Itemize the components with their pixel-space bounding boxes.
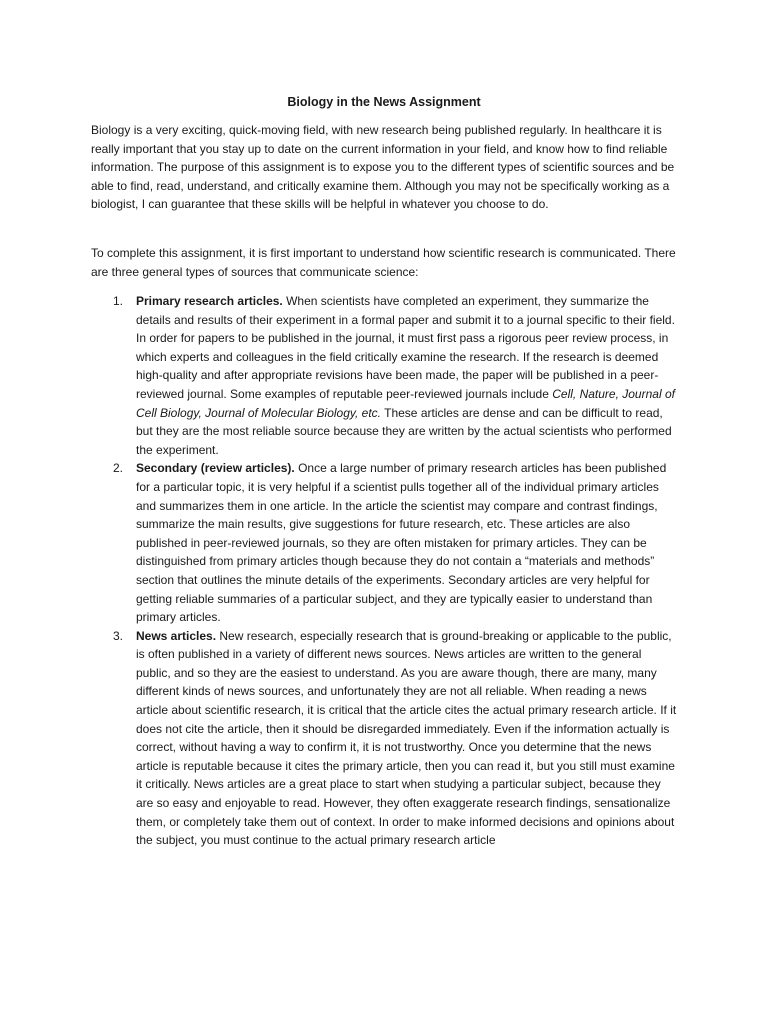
item-text: New research, especially research that is ground-breaking or applicable to the public, is often published in a variety of different news sources. News articles are written to the general public, and so they are the easiest to understand. As you are aware though, there are many, many different kinds of news sources, and unfortunately they are not all reliable. When reading a news article about scientific research, it is critical that the article cites the actual primary research article. If it does not cite the article, then it should be disregarded immediately. Even if the information actually is correct, without having a way to confirm it, it is not trustworthy. Once you determine that the news article is reputable because it cites the primary article, then you can read it, but you still must examine it critically. News articles are a great place to start when studying a particular subject, because they are so easy and enjoyable to read. However, they often exaggerate research findings, sensationalize them, or completely take them out of context. In order to make informed decisions and opinions about the subject, you must continue to the actual primary research article [136, 628, 677, 848]
item-heading: Secondary (review articles). [136, 461, 295, 476]
item-text: When scientists have completed an experiment, they summarize the details and results of their experiment in a formal paper and submit it to a journal specific to their field. In order for papers to be published in the journal, it must first pass a rigorous peer review process, in which experts and colleagues in the field critically examine the research. If the research is deemed high-quality and after appropriate revisions have been made, the paper will be published in a peer-reviewed journal. Some examples of reputable peer-reviewed journals include [136, 294, 675, 401]
list-item-news [91, 627, 677, 850]
item-heading: Primary research articles. [136, 294, 283, 308]
journal-examples: Cell, Nature, Journal of Cell Biology, Journal of Molecular Biology, etc. [136, 386, 675, 420]
source-types-list [91, 292, 677, 850]
list-item-primary [91, 292, 677, 459]
item-heading: News articles. [136, 628, 217, 643]
document-title: Biology in the News Assignment [287, 95, 481, 109]
list-number: 3. [113, 628, 124, 643]
list-number: 2. [113, 461, 124, 476]
context-paragraph: To complete this assignment, it is first important to understand how scientific research is communicated. There are three general types of sources that communicate science: [91, 246, 676, 279]
list-number: 1. [113, 294, 124, 308]
item-text: These articles are dense and can be difficult to read, but they are the most reliable source because they are written by the actual scientists who performed the experiment. [136, 405, 672, 457]
list-item-secondary [91, 459, 677, 626]
item-text: Once a large number of primary research articles has been published for a particular topic, it is very helpful if a scientist pulls together all of the individual primary articles and summarizes them in one article. In the article the scientist may compare and contrast findings, summarize the main results, give suggestions for future research, etc. These articles are also published in peer-reviewed journals, so they are often mistaken for primary articles. They can be distinguished from primary articles though because they do not contain a “materials and methods” section that outlines the minute details of the experiments. Secondary articles are very helpful for getting reliable summaries of a particular subject, and they are typically easier to understand than primary articles. [136, 461, 667, 625]
intro-paragraph: Biology is a very exciting, quick-moving field, with new research being published regularly. In healthcare it is really important that you stay up to date on the current information in your field, and know how to find reliable information. The purpose of this assignment is to expose you to the different types of scientific sources and be able to find, read, understand, and critically examine them. Although you may not be specifically working as a biologist, I can guarantee that these skills will be helpful in whatever you choose to do. [91, 123, 675, 212]
